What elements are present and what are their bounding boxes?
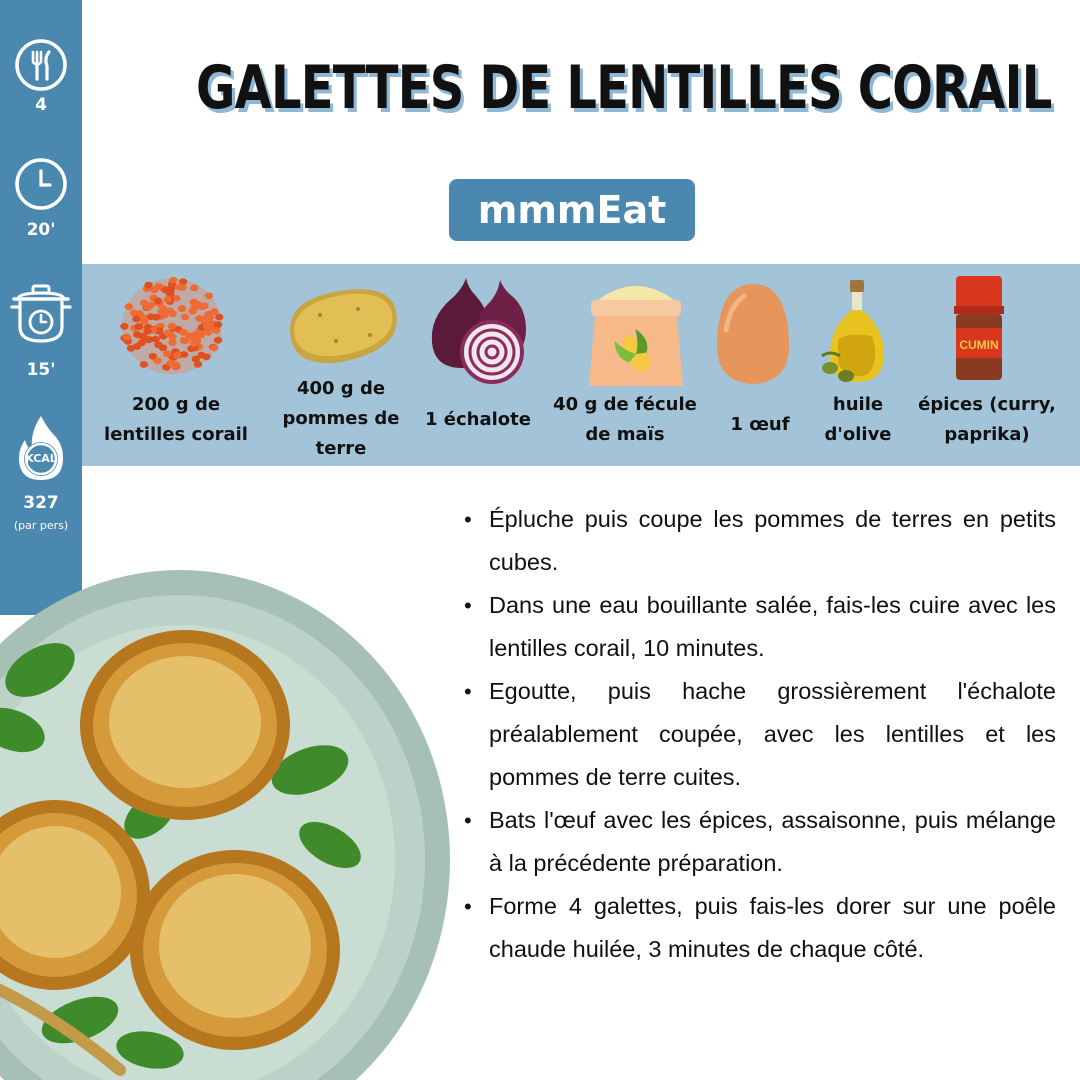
lentil-dot	[130, 310, 138, 317]
recipe-steps	[460, 498, 1056, 971]
spice-jar-icon	[948, 274, 1010, 384]
lentil-dot	[133, 331, 141, 338]
cook-time-value: 15'	[26, 360, 56, 380]
lentil-dot	[166, 288, 174, 295]
corn-starch-icon	[583, 272, 689, 390]
pressure-cooker-icon	[8, 283, 74, 347]
lentil-dot	[155, 283, 163, 290]
egg-icon	[714, 280, 792, 388]
lentil-dot	[190, 340, 198, 347]
plate-illustration	[0, 560, 470, 1080]
kcal-label: KCAL	[25, 452, 57, 465]
lentil-dot	[180, 337, 188, 344]
recipe-info-sidebar	[0, 0, 82, 615]
lentil-dot	[190, 285, 198, 292]
prep-time-value: 20'	[26, 220, 56, 240]
step-item: • Dans une eau bouillante salée, fais-les cuire avec les lentilles corail, 10 minutes.	[460, 584, 1056, 670]
lentil-dot	[135, 323, 143, 330]
lentil-dot	[143, 328, 151, 335]
step-item: • Bats l'œuf avec les épices, assaisonne, puis mélange à la précédente préparation.	[460, 799, 1056, 885]
lentil-dot	[166, 360, 174, 367]
ingredient-label-egg: 1 œuf	[730, 414, 790, 435]
lentil-dot	[212, 327, 220, 334]
servings-value: 4	[35, 95, 47, 115]
lentil-dot	[168, 323, 176, 330]
lentil-dot	[190, 305, 198, 312]
lentil-dot	[127, 345, 135, 352]
lentil-dot	[178, 305, 186, 312]
fork-knife-icon	[14, 38, 68, 92]
lentil-dot	[168, 333, 176, 340]
lentil-dot	[168, 310, 176, 317]
brand-logo: mmmEat	[449, 179, 695, 241]
lentil-dot	[173, 352, 181, 359]
potato-icon	[280, 285, 402, 367]
ingredient-label-corn-starch: 40 g de fécule de maïs	[553, 394, 697, 445]
kcal-value: 327	[23, 493, 59, 513]
lentil-dot	[190, 299, 198, 306]
lentil-dot	[169, 277, 177, 284]
step-item: • Egoutte, puis hache grossièrement l'échalote préalablement coupée, avec les lentilles et les pommes de terre cuites.	[460, 670, 1056, 799]
ingredient-label-spices: épices (curry, paprika)	[918, 394, 1056, 445]
lentil-dot	[181, 314, 189, 321]
olive-oil-icon	[818, 278, 896, 386]
lentil-dot	[132, 316, 140, 323]
lentil-dot	[205, 292, 213, 299]
lentil-dot	[123, 334, 131, 341]
spice-jar-label: CUMIN	[959, 338, 999, 352]
lentil-dot	[168, 339, 176, 346]
flame-icon	[10, 412, 72, 484]
lentil-dot	[198, 352, 206, 359]
ingredient-label-lentils: 200 g de lentilles corail	[104, 394, 248, 445]
step-item: • Forme 4 galettes, puis fais-les dorer sur une poêle chaude huilée, 3 minutes de chaque côté.	[460, 885, 1056, 971]
lentil-dot	[210, 345, 218, 352]
lentil-dot	[125, 303, 133, 310]
lentil-dot	[176, 284, 184, 291]
page-title: GALETTES DE LENTILLES CORAIL	[196, 53, 1052, 123]
ingredient-label-potatoes: 400 g de pommes de terre	[282, 378, 400, 459]
lentil-dot	[214, 337, 222, 344]
lentil-dot	[147, 302, 155, 309]
ingredient-label-shallot: 1 échalote	[425, 409, 531, 430]
lentil-dot	[151, 336, 159, 343]
lentil-dot	[214, 321, 222, 328]
ingredient-label-olive-oil: huile d'olive	[824, 394, 892, 445]
kcal-unit: (par pers)	[13, 519, 69, 532]
lentils-icon	[112, 266, 232, 384]
lentil-dot	[204, 311, 212, 318]
lentil-dot	[159, 344, 167, 351]
clock-icon	[13, 156, 69, 212]
dish-photo	[0, 560, 470, 1080]
lentil-dot	[200, 302, 208, 309]
step-item: • Épluche puis coupe les pommes de terres en petits cubes.	[460, 498, 1056, 584]
shallot-icon	[426, 272, 534, 388]
lentil-dot	[194, 361, 202, 368]
lentil-dot	[144, 337, 152, 344]
lentil-dot	[120, 323, 128, 330]
lentil-dot	[140, 361, 148, 368]
lentil-dot	[147, 313, 155, 320]
lentil-dot	[154, 298, 162, 305]
lentil-dot	[192, 331, 200, 338]
lentil-dot	[195, 315, 203, 322]
lentil-dot	[163, 296, 171, 303]
lentil-dot	[153, 357, 161, 364]
lentil-dot	[163, 350, 171, 357]
